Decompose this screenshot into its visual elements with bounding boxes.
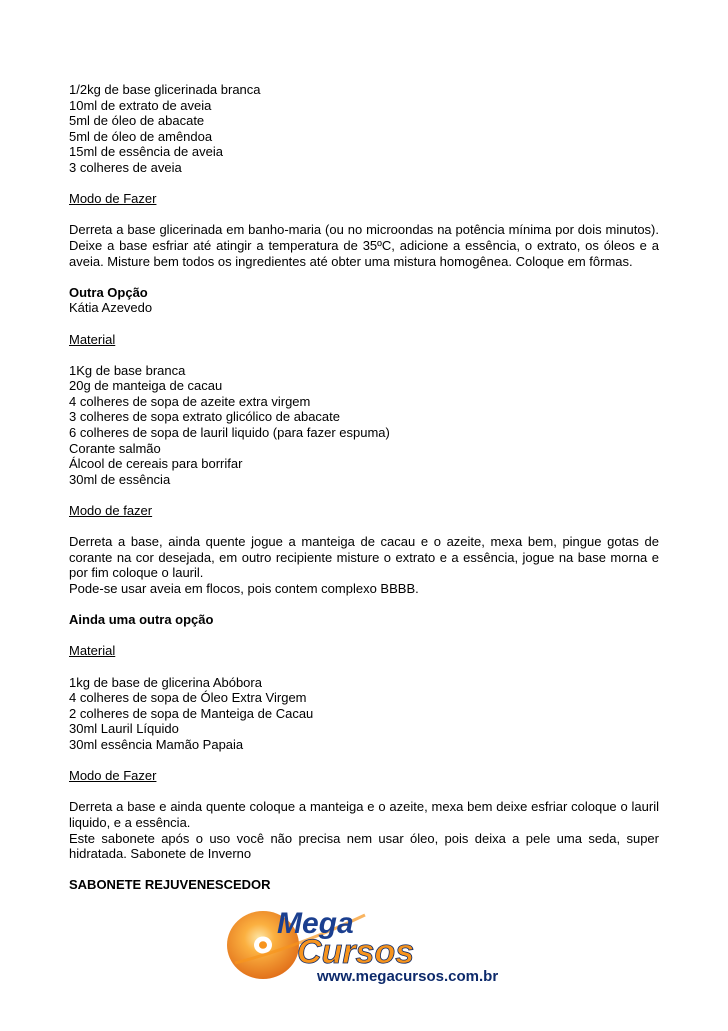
material-heading-2: Material <box>69 331 116 347</box>
ingredient-item: 1kg de base de glicerina Abóbora <box>69 674 262 690</box>
method-heading-2: Modo de fazer <box>69 503 153 519</box>
ingredient-item: 3 colheres de aveia <box>69 159 182 175</box>
ingredient-item: 4 colheres de sopa de Óleo Extra Virgem <box>69 690 307 706</box>
ingredient-item: 1/2kg de base glicerinada branca <box>69 82 261 97</box>
ingredient-list-3 <box>69 675 659 753</box>
method-heading-3: Modo de Fazer <box>69 768 157 784</box>
ingredient-item: 2 colheres de sopa de Manteiga de Cacau <box>69 705 314 721</box>
option-2-author: Kátia Azevedo <box>69 300 153 316</box>
method-text-2: Derreta a base, ainda quente jogue a manteiga de cacau e o azeite, mexa bem, pingue gotas de corante na cor desejada, em outro recipiente misture o extrato e a essência, jogue na base morna e por fim coloque o lauril. <box>69 534 659 581</box>
logo-word-mega: Mega <box>277 907 354 940</box>
ingredient-item: 3 colheres de sopa extrato glicólico de abacate <box>69 409 341 425</box>
ingredient-item: 30ml essência Mamão Papaia <box>69 736 244 752</box>
ingredient-item: 10ml de extrato de aveia <box>69 97 212 113</box>
ingredient-item: 4 colheres de sopa de azeite extra virgem <box>69 393 311 409</box>
document-body <box>69 82 659 893</box>
megacursos-logo <box>205 893 505 993</box>
logo-url: www.megacursos.com.br <box>317 968 499 985</box>
option-2-title: Outra Opção <box>69 284 148 300</box>
material-heading-3: Material <box>69 643 116 659</box>
ingredient-item: 30ml Lauril Líquido <box>69 721 179 737</box>
method-note-2: Pode-se usar aveia em flocos, pois contem complexo BBBB. <box>69 581 419 596</box>
ingredient-item: 1Kg de base branca <box>69 362 186 378</box>
method-text-3: Derreta a base e ainda quente coloque a manteiga e o azeite, mexa bem deixe esfriar coloque o lauril liquido, e a essência. <box>69 799 659 830</box>
ingredient-item: 15ml de essência de aveia <box>69 144 223 160</box>
ingredient-list-1 <box>69 82 659 176</box>
option-3-title: Ainda uma outra opção <box>69 612 214 628</box>
ingredient-item: 20g de manteiga de cacau <box>69 378 223 394</box>
ingredient-item: 5ml de óleo de amêndoa <box>69 128 213 144</box>
ingredient-list-2 <box>69 363 659 488</box>
ingredient-item: Corante salmão <box>69 440 161 456</box>
ingredient-item: 5ml de óleo de abacate <box>69 113 205 129</box>
section-title-rejuvenescedor: SABONETE REJUVENESCEDOR <box>69 877 271 893</box>
method-text-1: Derreta a base glicerinada em banho-maria (ou no microondas na potência mínima por dois minutos). Deixe a base esfriar até atingir a temperatura de 35ºC, adicione a essência, o extrato, os óleos e a aveia. Misture bem todos os ingredientes até obter uma mistura homogênea. Coloque em fôrmas. <box>69 222 659 269</box>
logo-word-cursos: Cursos <box>297 933 415 971</box>
method-heading-1: Modo de Fazer <box>69 191 157 207</box>
ingredient-item: 6 colheres de sopa de lauril liquido (para fazer espuma) <box>69 425 390 441</box>
ingredient-item: 30ml de essência <box>69 471 171 487</box>
ingredient-item: Álcool de cereais para borrifar <box>69 456 243 472</box>
method-note-3: Este sabonete após o uso você não precisa nem usar óleo, pois deixa a pele uma seda, super hidratada. Sabonete de Inverno <box>69 830 659 862</box>
